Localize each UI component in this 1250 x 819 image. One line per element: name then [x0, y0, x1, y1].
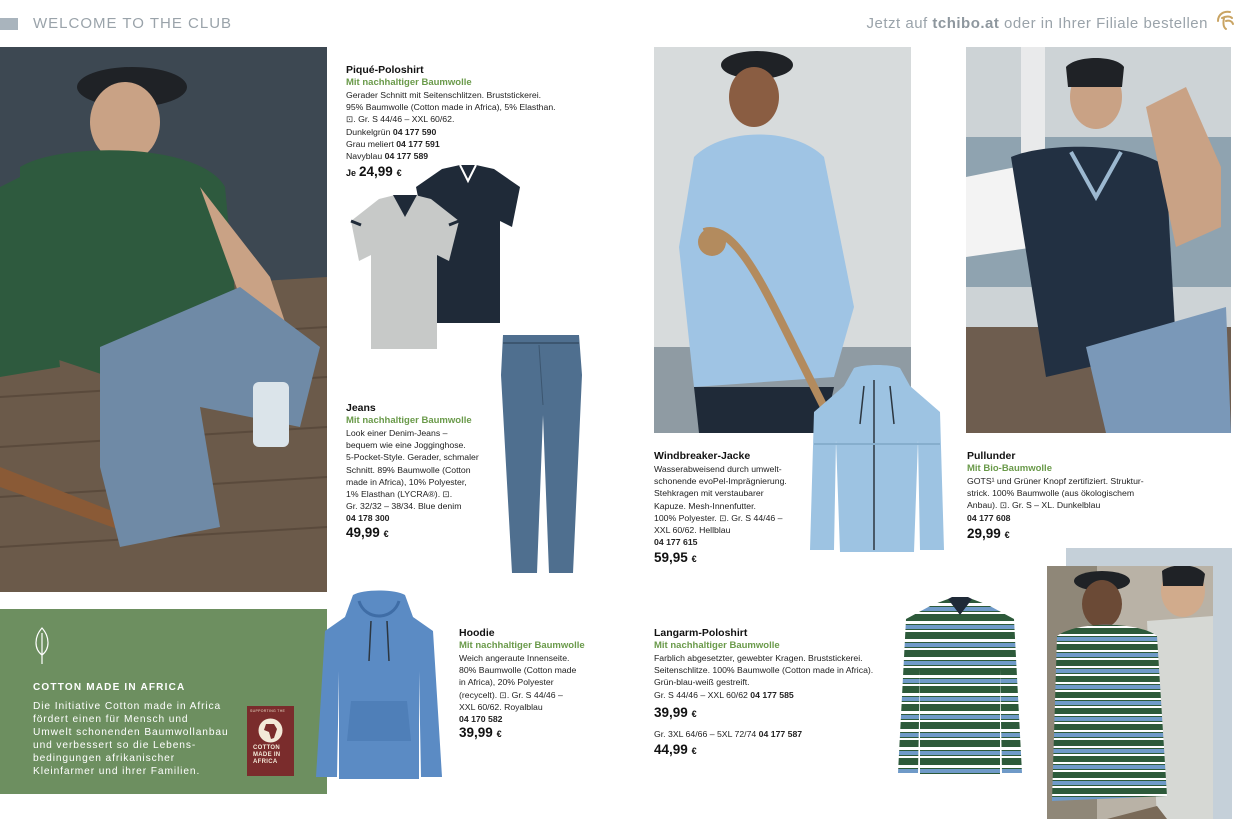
- product-polo-info: [346, 64, 586, 179]
- variant-row: Dunkelgrün 04 177 590: [346, 126, 437, 137]
- product-description: Look einer Denim-Jeans – bequem wie eine Jogginghose. 5-Pocket-Style. Gerader, schmaler Schnitt. 89% Baumwolle (Cotton made in Africa), 10% Polyester, 1% Elasthan (LYCRA®). ⊡. Gr. 32/32 – 38/34. Blue denim: [346, 428, 479, 512]
- product-hoodie-info: [459, 627, 609, 740]
- product-title: Piqué-Poloshirt: [346, 64, 424, 76]
- long-sleeve-polo-image: [896, 599, 1024, 777]
- cotton-panel-title: COTTON MADE IN AFRICA: [33, 682, 186, 693]
- size-row: Gr. 3XL 64/66 – 5XL 72/74 04 177 587: [654, 728, 803, 739]
- windbreaker-jacket-image: [808, 364, 946, 554]
- header-accent-bar: [0, 18, 18, 30]
- product-description: GOTS¹ und Grüner Knopf zertifiziert. Struktur- strick. 100% Baumwolle (aus ökologischem Anbau). ⊡. Gr. S – XL. Dunkelblau: [967, 476, 1144, 511]
- product-longpolo-info: [654, 627, 894, 757]
- hoodie-image: [315, 591, 443, 781]
- product-title: Jeans: [346, 402, 376, 414]
- product-price: 49,99 €: [346, 524, 389, 540]
- product-code: 04 177 608: [967, 512, 1011, 523]
- lifestyle-photo-two-men: [1047, 566, 1213, 819]
- tchibo-logo-icon: [1214, 9, 1236, 31]
- badge-title: COTTON MADE IN AFRICA: [253, 745, 281, 765]
- badge-top-text: SUPPORTING THE: [250, 709, 286, 713]
- product-price: 39,99 €: [459, 725, 502, 741]
- product-title: Hoodie: [459, 627, 495, 639]
- product-price: Je 24,99 €: [346, 164, 402, 180]
- variant-row: Navyblau 04 177 589: [346, 151, 429, 162]
- product-price: 29,99 €: [967, 525, 1010, 541]
- product-pullunder-info: [967, 450, 1167, 541]
- product-description: Gerader Schnitt mit Seitenschlitzen. Bruststickerei. 95% Baumwolle (Cotton made in Africa), 5% Elasthan. ⊡. Gr. S 44/46 – XXL 60/62.: [346, 90, 556, 125]
- product-subtitle: Mit nachhaltiger Baumwolle: [654, 640, 780, 651]
- product-price: 59,95 €: [654, 550, 697, 566]
- product-code: 04 170 582: [459, 714, 503, 725]
- product-price: 44,99 €: [654, 742, 697, 758]
- product-description: Weich angeraute Innenseite. 80% Baumwolle (Cotton made in Africa), 20% Polyester (recycelt). ⊡. Gr. S 44/46 – XXL 60/62. Royalblau: [459, 653, 577, 712]
- product-subtitle: Mit nachhaltiger Baumwolle: [346, 77, 472, 88]
- shop-link[interactable]: tchibo.at: [932, 15, 1000, 32]
- product-code: 04 178 300: [346, 513, 390, 524]
- order-hint: Jetzt auf tchibo.at oder in Ihrer Filiale bestellen: [866, 15, 1208, 32]
- size-row: Gr. S 44/46 – XXL 60/62 04 177 585: [654, 689, 794, 700]
- section-title: WELCOME TO THE CLUB: [33, 15, 233, 32]
- product-title: Pullunder: [967, 450, 1016, 462]
- product-description: Wasserabweisend durch umwelt- schonende evoPel-Imprägnierung. Stehkragen mit verstaubarer Kapuze. Mesh-Innenfutter. 100% Polyester. ⊡. Gr. S 44/46 – XXL 60/62. Hellblau: [654, 464, 787, 536]
- product-subtitle: Mit nachhaltiger Baumwolle: [459, 640, 585, 651]
- product-code: 04 177 615: [654, 537, 698, 548]
- product-jeans-info: [346, 402, 496, 540]
- product-title: Langarm-Poloshirt: [654, 627, 748, 639]
- lifestyle-photo-man-green-polo: [0, 47, 327, 592]
- jeans-image: [499, 335, 583, 575]
- product-subtitle: Mit Bio-Baumwolle: [967, 463, 1052, 474]
- product-title: Windbreaker-Jacke: [654, 450, 751, 462]
- polo-grey-image: [349, 195, 461, 351]
- variant-row: Grau meliert 04 177 591: [346, 138, 440, 149]
- lifestyle-photo-pullunder: [966, 47, 1231, 433]
- product-subtitle: Mit nachhaltiger Baumwolle: [346, 415, 472, 426]
- product-windbreaker-info: [654, 450, 804, 565]
- africa-map-icon: [258, 718, 283, 743]
- leaf-icon: [32, 627, 52, 665]
- product-description: Farblich abgesetzter, gewebter Kragen. Bruststickerei. Seitenschlitze. 100% Baumwolle (Cotton made in Africa). Grün-blau-weiß gestreift.: [654, 653, 874, 688]
- product-price: 39,99 €: [654, 704, 697, 720]
- cotton-panel-text: Die Initiative Cotton made in Africa fördert einen für Mensch und Umwelt schonenden Baumwollanbau und verbessert so die Lebens- bedingungen afrikanischer Kleinfarmer und ihrer Familien.: [33, 701, 229, 777]
